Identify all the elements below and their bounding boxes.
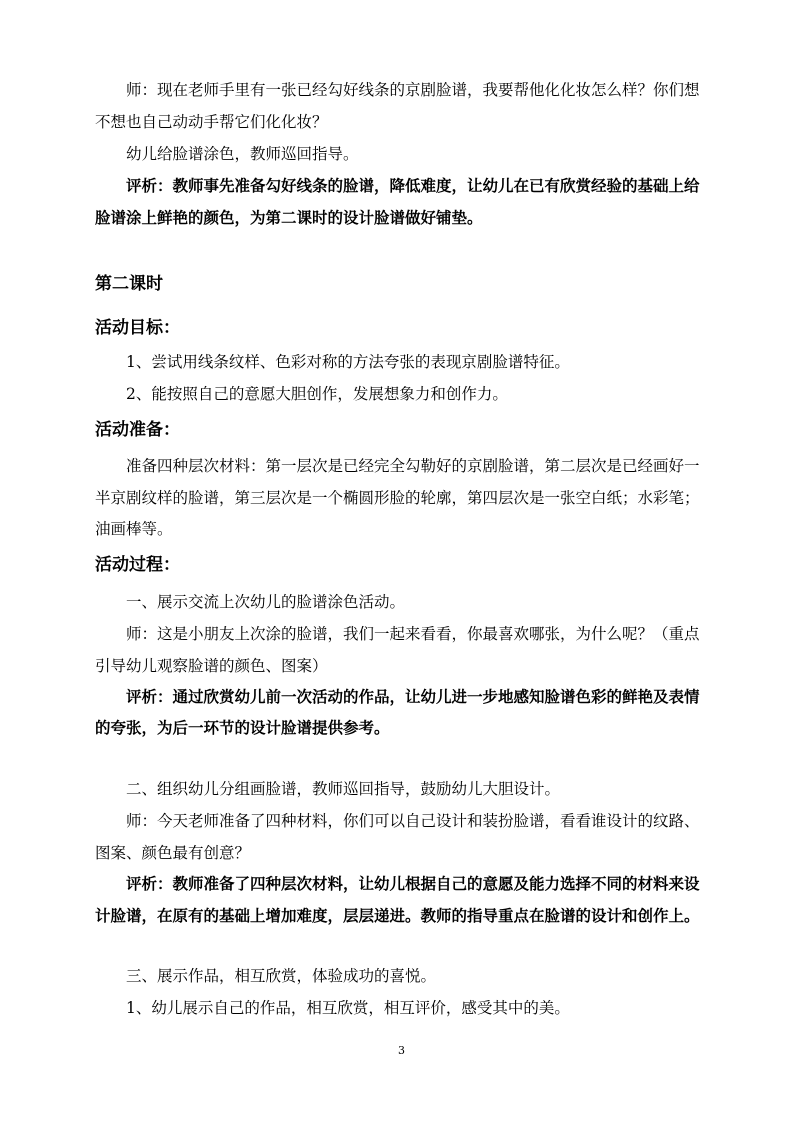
evaluation-3-line-1: 评析：教师准备了四种层次材料，让幼儿根据自己的意愿及能力选择不同的材料来设 [126,874,700,893]
teacher-question-2-line-1: 师：今天老师准备了四种材料，你们可以自己设计和装扮脸谱，看看谁设计的纹路、 [126,812,700,830]
teacher-question-1-line-2: 引导幼儿观察脸谱的颜色、图案） [95,657,328,675]
second-lesson-heading: 第二课时 [95,274,163,294]
goal-item-2: 2、能按照自己的意愿大胆创作，发展想象力和创作力。 [126,385,508,403]
goal-item-1: 1、尝试用线条纹样、色彩对称的方法夸张的表现京剧脸谱特征。 [126,353,570,371]
teacher-speech-line-2: 不想也自己动动手帮它们化化妆？ [95,113,328,131]
teacher-question-2-line-2: 图案、颜色最有创意？ [95,844,251,862]
teacher-speech-line-1: 师：现在老师手里有一张已经勾好线条的京剧脸谱，我要帮他化化妆怎么样？你们想 [126,81,700,99]
evaluation-2-line-1: 评析：通过欣赏幼儿前一次活动的作品，让幼儿进一步地感知脸谱色彩的鲜艳及表情 [126,687,700,706]
children-coloring-text: 幼儿给脸谱涂色，教师巡回指导。 [126,145,359,163]
preparation-line-3: 油画棒等。 [95,520,173,538]
activity-goals-heading: 活动目标： [95,318,180,338]
teacher-question-1-line-1: 师：这是小朋友上次涂的脸谱，我们一起来看看，你最喜欢哪张，为什么呢？（重点 [126,625,700,643]
evaluation-2-line-2: 的夸张，为后一环节的设计脸谱提供参考。 [95,718,390,737]
evaluation-3-line-2: 计脸谱，在原有的基础上增加难度，层层递进。教师的指导重点在脸谱的设计和创作上。 [95,906,700,925]
preparation-line-1: 准备四种层次材料：第一层次是已经完全勾勒好的京剧脸谱，第二层次是已经画好一 [126,457,700,475]
process-step-3-item-1: 1、幼儿展示自己的作品，相互欣赏，相互评价，感受其中的美。 [126,999,570,1017]
process-step-1: 一、展示交流上次幼儿的脸谱涂色活动。 [126,593,406,611]
process-step-2: 二、组织幼儿分组画脸谱，教师巡回指导，鼓励幼儿大胆设计。 [126,780,561,798]
preparation-line-2: 半京剧纹样的脸谱，第三层次是一个椭圆形脸的轮廓，第四层次是一张空白纸；水彩笔； [95,489,700,507]
process-step-3: 三、展示作品，相互欣赏，体验成功的喜悦。 [126,967,437,985]
page-number: 3 [398,1044,405,1057]
activity-process-heading: 活动过程： [95,555,180,575]
activity-preparation-heading: 活动准备： [95,420,180,440]
evaluation-1-line-2: 脸谱涂上鲜艳的颜色，为第二课时的设计脸谱做好铺垫。 [95,208,483,227]
evaluation-1-line-1: 评析：教师事先准备勾好线条的脸谱，降低难度，让幼儿在已有欣赏经验的基础上给 [126,176,700,195]
